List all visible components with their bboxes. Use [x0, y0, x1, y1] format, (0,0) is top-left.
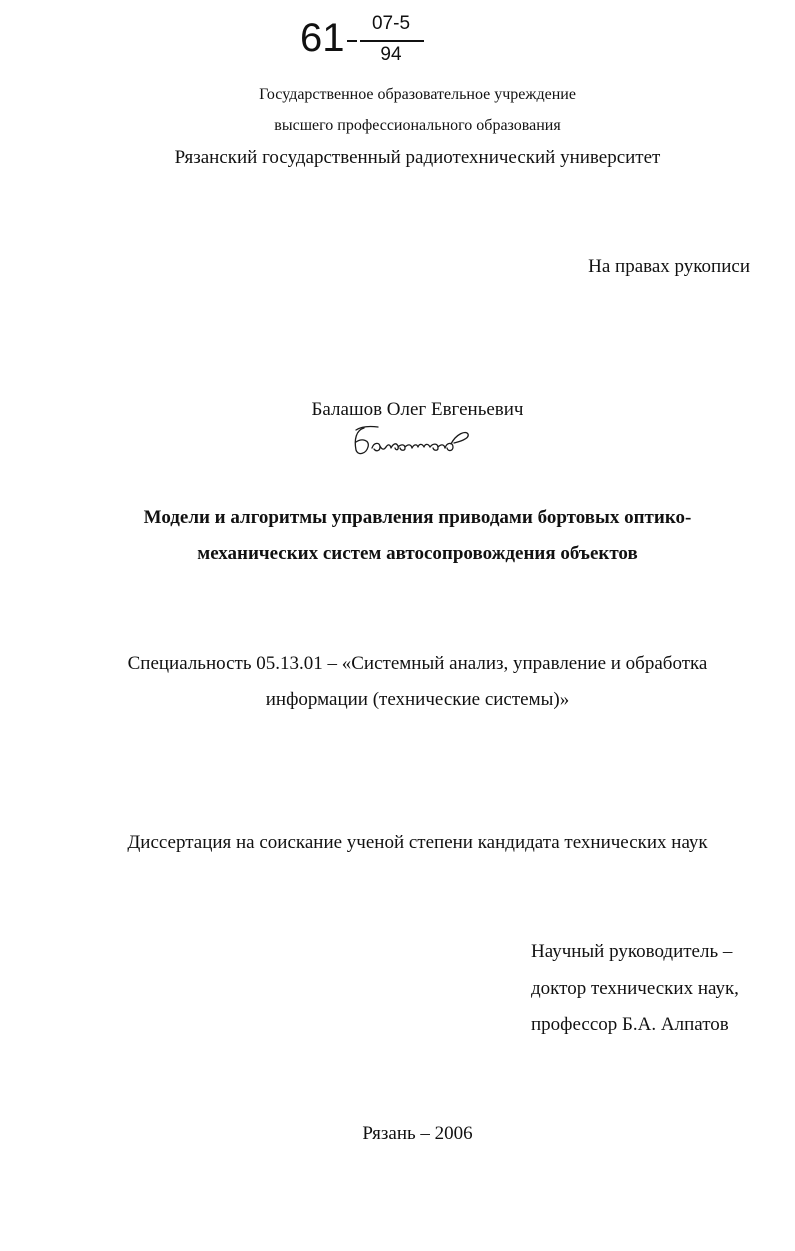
specialty-line-1: Специальность 05.13.01 – «Системный анализ, управление и обработка [127, 653, 708, 674]
institution-line-3: Рязанский государственный радиотехнический университет [174, 147, 661, 168]
archive-code-denominator: 94 [380, 44, 402, 65]
degree-line: Диссертация на соискание ученой степени кандидата технических наук [127, 832, 708, 853]
author-name: Балашов Олег Евгеньевич [311, 399, 524, 420]
archive-code-main: 61 [300, 16, 345, 60]
archive-code-fraction-line [360, 40, 424, 42]
author-signature [350, 420, 472, 460]
institution-line-1: Государственное образовательное учреждение [259, 86, 576, 103]
place-year: Рязань – 2006 [362, 1123, 473, 1144]
advisor-line-2: доктор технических наук, [531, 978, 739, 999]
archive-code-numerator: 07-5 [371, 13, 411, 34]
advisor-line-3: профессор Б.А. Алпатов [531, 1014, 729, 1035]
dissertation-title-line-2: механических систем автосопровождения объектов [197, 543, 638, 564]
dissertation-title-line-1: Модели и алгоритмы управления приводами бортовых оптико- [143, 507, 692, 528]
advisor-line-1: Научный руководитель – [531, 941, 733, 962]
archive-code-dash [347, 40, 357, 42]
institution-line-2: высшего профессионального образования [274, 117, 561, 134]
specialty-line-2: информации (технические системы)» [265, 689, 570, 710]
rights-note: На правах рукописи [588, 256, 750, 277]
